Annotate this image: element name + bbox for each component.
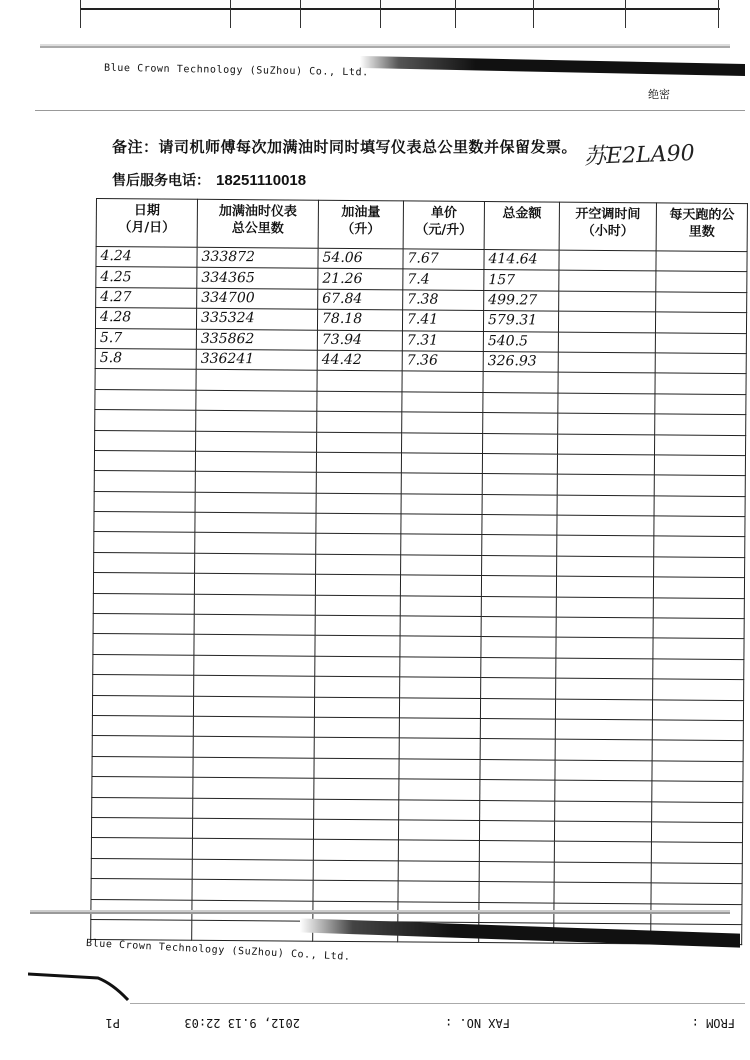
col-header-unit-price: 单价 （元/升） xyxy=(403,201,484,250)
fuel-log-table xyxy=(90,198,748,945)
table-cell: 73.94 xyxy=(317,330,402,351)
table-cell xyxy=(554,841,651,862)
table-cell xyxy=(314,738,399,759)
table-cell xyxy=(653,598,744,619)
table-cell xyxy=(316,513,401,534)
table-cell: 7.67 xyxy=(403,249,484,270)
table-cell xyxy=(556,678,653,699)
table-cell xyxy=(653,638,744,659)
table-cell xyxy=(653,577,744,598)
table-cell xyxy=(399,799,480,820)
table-cell xyxy=(480,780,555,801)
col-header-ac-hours: 开空调时间 （小时） xyxy=(559,202,656,251)
table-cell xyxy=(93,675,194,696)
table-cell xyxy=(194,594,315,615)
table-cell xyxy=(482,474,557,495)
col-header-fuel-volume: 加油量 （升） xyxy=(318,200,403,249)
table-cell xyxy=(480,759,555,780)
table-cell: 333872 xyxy=(197,247,318,268)
table-cell xyxy=(400,636,481,657)
table-cell xyxy=(483,433,558,454)
table-cell xyxy=(315,656,400,677)
table-cell xyxy=(557,474,654,495)
table-cell xyxy=(315,676,400,697)
footer-curve-line xyxy=(28,970,138,1004)
table-cell xyxy=(91,858,192,879)
table-cell xyxy=(195,553,316,574)
table-cell xyxy=(317,411,402,432)
table-cell xyxy=(196,370,317,391)
top-border-tick xyxy=(625,0,626,28)
table-cell xyxy=(401,534,482,555)
table-cell xyxy=(654,475,745,496)
table-cell xyxy=(656,251,747,272)
table-cell xyxy=(400,677,481,698)
table-cell xyxy=(655,434,746,455)
table-cell xyxy=(654,516,745,537)
table-cell xyxy=(95,389,196,410)
table-cell xyxy=(557,495,654,516)
table-cell xyxy=(558,393,655,414)
table-cell: 414.64 xyxy=(484,250,559,271)
table-cell: 5.8 xyxy=(95,348,196,369)
table-cell xyxy=(654,536,745,557)
table-cell xyxy=(401,494,482,515)
table-cell xyxy=(314,799,399,820)
table-cell: 54.06 xyxy=(318,248,403,269)
table-cell xyxy=(94,512,195,533)
table-cell xyxy=(558,413,655,434)
table-cell xyxy=(482,555,557,576)
table-cell xyxy=(92,736,193,757)
table-cell xyxy=(92,695,193,716)
top-border-tick xyxy=(300,0,301,28)
table-cell xyxy=(315,574,400,595)
top-border-tick xyxy=(533,0,534,28)
table-cell xyxy=(400,616,481,637)
table-cell xyxy=(556,597,653,618)
table-cell xyxy=(482,515,557,536)
table-cell xyxy=(92,715,193,736)
table-cell xyxy=(555,760,652,781)
table-cell xyxy=(193,798,314,819)
table-cell xyxy=(479,841,554,862)
table-cell: 4.27 xyxy=(96,287,197,308)
table-cell xyxy=(94,450,195,471)
table-cell xyxy=(401,453,482,474)
fax-transmission-line xyxy=(60,1010,740,1030)
table-cell: 157 xyxy=(484,270,559,291)
table-cell xyxy=(555,699,652,720)
table-cell xyxy=(195,492,316,513)
table-cell xyxy=(481,657,556,678)
table-cell xyxy=(558,311,655,332)
table-cell xyxy=(317,432,402,453)
table-cell xyxy=(193,696,314,717)
table-cell xyxy=(656,292,747,313)
table-cell xyxy=(402,412,483,433)
table-cell xyxy=(195,472,316,493)
table-cell xyxy=(656,271,747,292)
table-cell xyxy=(95,369,196,390)
table-cell xyxy=(480,739,555,760)
table-cell xyxy=(314,758,399,779)
table-cell xyxy=(479,882,554,903)
company-name-footer: Blue Crown Technology (SuZhou) Co., Ltd. xyxy=(85,938,351,963)
header-bar xyxy=(360,56,745,76)
table-cell: 7.38 xyxy=(403,290,484,311)
table-cell xyxy=(653,659,744,680)
company-name-header: Blue Crown Technology (SuZhou) Co., Ltd. xyxy=(103,62,369,79)
table-cell xyxy=(316,452,401,473)
table-cell xyxy=(93,593,194,614)
table-cell: 326.93 xyxy=(483,351,558,372)
table-cell xyxy=(655,373,746,394)
table-cell xyxy=(557,454,654,475)
table-cell xyxy=(556,638,653,659)
table-cell xyxy=(652,761,743,782)
table-cell xyxy=(313,880,398,901)
table-cell xyxy=(481,617,556,638)
table-cell xyxy=(555,719,652,740)
table-cell xyxy=(481,637,556,658)
table-cell xyxy=(399,738,480,759)
top-border-tick xyxy=(380,0,381,28)
table-cell: 21.26 xyxy=(318,269,403,290)
confidential-mark: 绝密 xyxy=(648,88,670,101)
table-cell xyxy=(194,635,315,656)
table-cell xyxy=(480,800,555,821)
table-cell: 67.84 xyxy=(318,289,403,310)
table-cell xyxy=(651,822,742,843)
table-cell: 334365 xyxy=(197,268,318,289)
table-cell xyxy=(316,534,401,555)
header-divider xyxy=(35,110,745,111)
table-cell xyxy=(94,532,195,553)
table-cell xyxy=(482,535,557,556)
table-cell xyxy=(91,879,192,900)
table-cell xyxy=(94,471,195,492)
table-cell: 540.5 xyxy=(483,331,558,352)
table-cell xyxy=(194,574,315,595)
table-cell xyxy=(482,453,557,474)
table-cell xyxy=(655,312,746,333)
table-cell: 7.36 xyxy=(402,351,483,372)
table-cell xyxy=(94,552,195,573)
table-cell xyxy=(398,820,479,841)
table-cell xyxy=(316,473,401,494)
table-cell xyxy=(399,718,480,739)
table-cell xyxy=(398,881,479,902)
table-cell: 44.42 xyxy=(317,350,402,371)
table-cell xyxy=(554,821,651,842)
table-cell xyxy=(398,861,479,882)
table-cell xyxy=(653,679,744,700)
table-cell xyxy=(92,797,193,818)
table-cell: 335862 xyxy=(196,329,317,350)
table-cell xyxy=(557,515,654,536)
table-cell xyxy=(93,654,194,675)
table-cell xyxy=(559,271,656,292)
table-cell xyxy=(93,573,194,594)
table-cell xyxy=(196,410,317,431)
table-cell: 4.24 xyxy=(96,247,197,268)
table-cell: 334700 xyxy=(197,288,318,309)
table-cell xyxy=(480,698,555,719)
table-cell xyxy=(654,455,745,476)
fax-from: FROM : xyxy=(691,1016,735,1030)
table-cell xyxy=(95,430,196,451)
table-cell xyxy=(313,860,398,881)
table-cell: 579.31 xyxy=(483,311,558,332)
table-cell xyxy=(92,777,193,798)
table-cell: 7.4 xyxy=(403,269,484,290)
table-cell xyxy=(316,554,401,575)
table-cell xyxy=(192,859,313,880)
table-cell xyxy=(483,392,558,413)
table-cell xyxy=(557,556,654,577)
table-cell xyxy=(479,861,554,882)
service-phone xyxy=(112,170,306,190)
table-cell xyxy=(654,557,745,578)
col-header-daily-km: 每天跑的公 里数 xyxy=(656,203,747,252)
top-border-tick xyxy=(718,0,719,28)
table-cell xyxy=(555,739,652,760)
table-cell: 4.25 xyxy=(96,267,197,288)
table-cell xyxy=(192,818,313,839)
table-cell xyxy=(655,353,746,374)
top-border-line xyxy=(80,8,720,10)
table-cell xyxy=(95,410,196,431)
table-cell xyxy=(402,432,483,453)
table-cell xyxy=(194,675,315,696)
col-header-date: 日期 （月/日） xyxy=(96,199,197,248)
table-cell xyxy=(554,882,651,903)
license-plate-handwritten: 苏E2LA90 xyxy=(583,141,696,170)
table-cell xyxy=(193,737,314,758)
table-cell xyxy=(399,759,480,780)
table-cell xyxy=(558,332,655,353)
table-cell xyxy=(652,740,743,761)
table-cell xyxy=(655,414,746,435)
table-cell xyxy=(399,697,480,718)
table-cell xyxy=(554,862,651,883)
table-cell xyxy=(655,332,746,353)
table-cell xyxy=(402,371,483,392)
table-cell xyxy=(196,390,317,411)
table-cell xyxy=(315,595,400,616)
table-cell xyxy=(400,575,481,596)
table-cell xyxy=(652,720,743,741)
table-cell: 4.28 xyxy=(95,308,196,329)
table-header-row xyxy=(96,199,747,252)
table-cell xyxy=(193,757,314,778)
table-cell xyxy=(651,863,742,884)
table-cell xyxy=(481,678,556,699)
table-cell xyxy=(558,352,655,373)
table-cell xyxy=(401,514,482,535)
table-cell xyxy=(94,491,195,512)
table-cell xyxy=(400,657,481,678)
table-cell xyxy=(196,431,317,452)
table-cell xyxy=(400,596,481,617)
fax-page: P1 xyxy=(105,1016,120,1030)
table-cell xyxy=(194,614,315,635)
table-cell xyxy=(91,838,192,859)
table-cell xyxy=(402,392,483,413)
table-cell xyxy=(93,634,194,655)
table-cell xyxy=(480,719,555,740)
table-cell: 78.18 xyxy=(317,309,402,330)
table-cell xyxy=(654,496,745,517)
table-cell xyxy=(317,371,402,392)
table-cell xyxy=(194,655,315,676)
table-cell xyxy=(655,394,746,415)
table-cell xyxy=(652,801,743,822)
col-header-total-amount: 总金额 xyxy=(484,202,559,251)
table-cell xyxy=(193,716,314,737)
table-cell xyxy=(314,697,399,718)
table-cell: 499.27 xyxy=(484,290,559,311)
top-border-tick xyxy=(230,0,231,28)
table-cell: 7.41 xyxy=(402,310,483,331)
table-cell xyxy=(652,699,743,720)
table-cell xyxy=(398,840,479,861)
service-phone-label: 售后服务电话： xyxy=(112,173,210,189)
table-cell xyxy=(317,391,402,412)
table-cell: 335324 xyxy=(196,308,317,329)
table-cell xyxy=(557,536,654,557)
table-cell xyxy=(313,819,398,840)
table-cell xyxy=(558,372,655,393)
table-cell xyxy=(192,879,313,900)
table-cell xyxy=(651,883,742,904)
table-cell xyxy=(401,555,482,576)
table-cell xyxy=(314,717,399,738)
table-cell xyxy=(481,576,556,597)
table-cell xyxy=(559,291,656,312)
table-cell xyxy=(556,658,653,679)
table-cell xyxy=(316,493,401,514)
table-cell xyxy=(558,434,655,455)
table-cell xyxy=(315,615,400,636)
table-cell: 7.31 xyxy=(402,330,483,351)
table-cell xyxy=(482,494,557,515)
table-cell xyxy=(401,473,482,494)
table-cell xyxy=(555,801,652,822)
table-cell xyxy=(91,817,192,838)
table-cell xyxy=(483,372,558,393)
header-scan-band xyxy=(40,38,730,58)
table-cell xyxy=(652,781,743,802)
table-cell xyxy=(556,576,653,597)
fax-header-line xyxy=(130,1003,745,1004)
top-border-tick xyxy=(455,0,456,28)
remark-note: 备注：请司机师傅每次加满油时同时填写仪表总公里数并保留发票。 xyxy=(112,138,578,156)
table-cell xyxy=(483,413,558,434)
table-cell xyxy=(195,533,316,554)
table-cell: 5.7 xyxy=(95,328,196,349)
table-cell xyxy=(192,839,313,860)
table-cell xyxy=(195,512,316,533)
table-cell xyxy=(314,778,399,799)
table-cell: 336241 xyxy=(196,349,317,370)
service-phone-number: 18251110018 xyxy=(216,172,307,189)
fax-timestamp: 2012, 9.13 22:03 xyxy=(184,1016,300,1030)
table-cell xyxy=(555,780,652,801)
fax-number: FAX NO. : xyxy=(444,1016,510,1030)
table-cell xyxy=(92,756,193,777)
col-header-odometer: 加满油时仪表 总公里数 xyxy=(197,199,318,248)
table-body xyxy=(91,247,747,945)
top-border-tick xyxy=(80,0,81,28)
table-cell xyxy=(313,840,398,861)
table-cell xyxy=(559,250,656,271)
table-cell xyxy=(481,596,556,617)
table-cell xyxy=(399,779,480,800)
table-cell xyxy=(315,636,400,657)
table-cell xyxy=(556,617,653,638)
table-cell xyxy=(653,618,744,639)
table-cell xyxy=(479,820,554,841)
table-cell xyxy=(193,777,314,798)
table-cell xyxy=(651,842,742,863)
table-cell xyxy=(93,614,194,635)
table-cell xyxy=(195,451,316,472)
